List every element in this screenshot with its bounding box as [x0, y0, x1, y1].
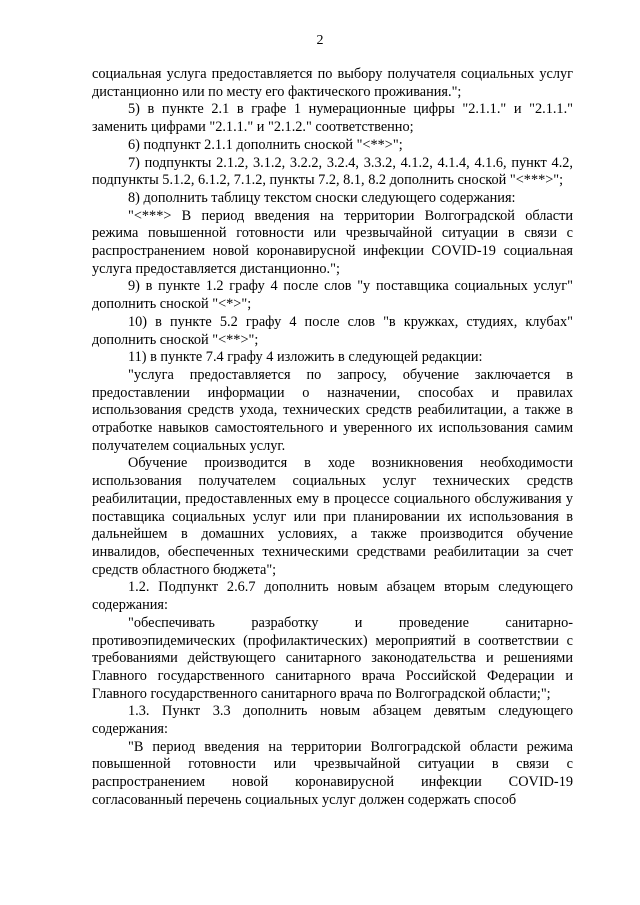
- paragraph: "<***> В период введения на территории Волгоградской области режима повышенной готовности или чрезвычайной ситуации в связи с распространением новой коронавирусной инфекции COVID-19 социальная услуга предоставляется дистанционно.";: [92, 207, 573, 277]
- paragraph: 9) в пункте 1.2 графу 4 после слов "у поставщика социальных услуг" дополнить сноской "<*>";: [92, 278, 573, 313]
- paragraph: 1.3. Пункт 3.3 дополнить новым абзацем девятым следующего содержания:: [92, 703, 573, 738]
- paragraph: 1.2. Подпункт 2.6.7 дополнить новым абзацем вторым следующего содержания:: [92, 579, 573, 614]
- document-body: [92, 66, 573, 810]
- page-number: 2: [316, 33, 324, 48]
- paragraph: 11) в пункте 7.4 графу 4 изложить в следующей редакции:: [128, 349, 483, 366]
- paragraph: 6) подпункт 2.1.1 дополнить сноской "<**>";: [128, 136, 403, 153]
- paragraph: 5) в пункте 2.1 в графе 1 нумерационные цифры "2.1.1." и "2.1.1." заменить цифрами "2.1.1." и "2.1.2." соответственно;: [92, 101, 573, 136]
- paragraph: социальная услуга предоставляется по выбору получателя социальных услуг дистанционно или по месту его фактического проживания.";: [92, 66, 573, 100]
- paragraph: Обучение производится в ходе возникновения необходимости использования получателем социальных услуг технических средств реабилитации, предоставленных ему в процессе социального обслуживания у поставщика социальных услуг или при планировании их использования в дальнейшем в домашних условиях, а также производится обучение инвалидов, обеспеченных техническими средствами реабилитации за счет средств областного бюджета";: [92, 455, 573, 578]
- paragraph: 7) подпункты 2.1.2, 3.1.2, 3.2.2, 3.2.4, 3.3.2, 4.1.2, 4.1.4, 4.1.6, пункт 4.2, подпункты 5.1.2, 6.1.2, 7.1.2, пункты 7.2, 8.1, 8.2 дополнить сноской "<***>";: [92, 154, 573, 189]
- paragraph: 10) в пункте 5.2 графу 4 после слов "в кружках, студиях, клубах" дополнить сноской "<**>";: [92, 313, 573, 348]
- paragraph: "услуга предоставляется по запросу, обучение заключается в предоставлении информации о назначении, способах и правилах использования средств ухода, технических средств реабилитации, а также в отработке навыков самостоятельного и уверенного их использования самим получателем социальных услуг.: [92, 366, 573, 454]
- paragraph: "обеспечивать разработку и проведение санитарно-противоэпидемических (профилактических) мероприятий в соответствии с требованиями действующего санитарного законодательства и решениями Главного государственного санитарного врача Российской Федерации и Главного государственного санитарного врача по Волгоградской области;";: [92, 614, 573, 702]
- paragraph: 8) дополнить таблицу текстом сноски следующего содержания:: [128, 189, 516, 206]
- paragraph: "В период введения на территории Волгоградской области режима повышенной готовности или чрезвычайной ситуации в связи с распространением новой коронавирусной инфекции COVID-19 согласованный перечень социальных услуг должен содержать способ: [92, 738, 573, 808]
